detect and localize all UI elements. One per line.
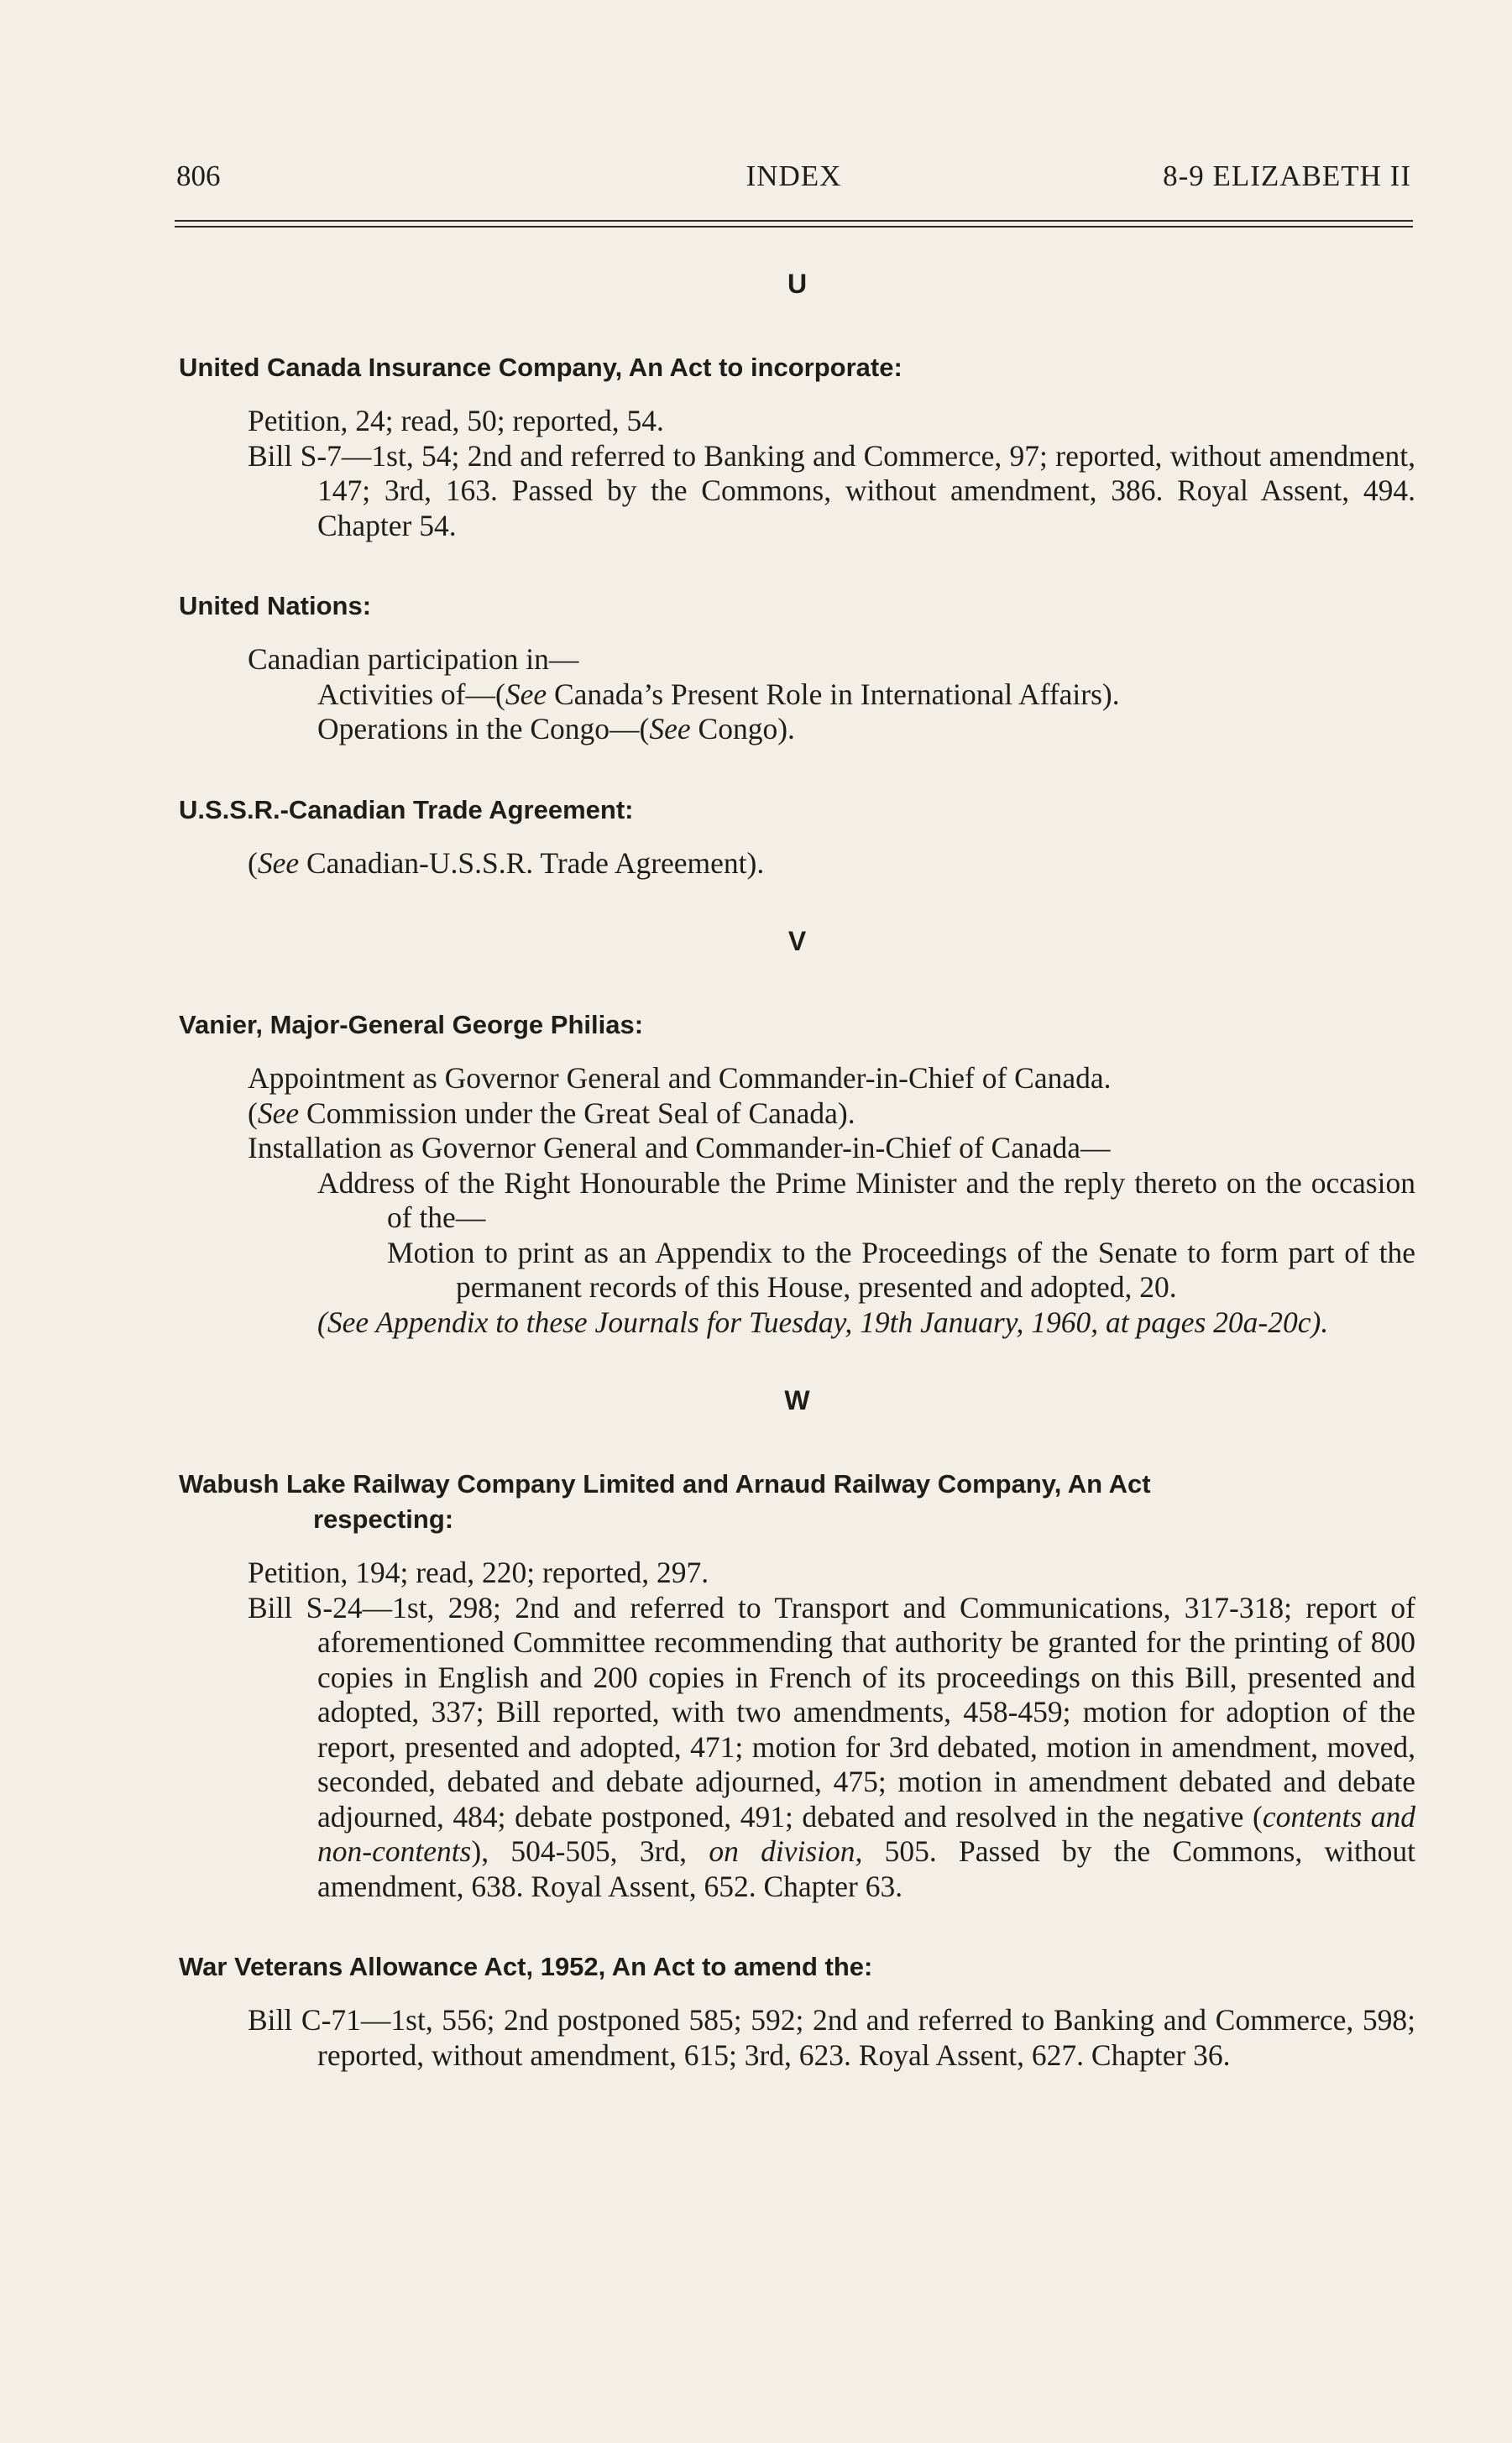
entry-line: Bill S-7—1st, 54; 2nd and referred to Banking and Commerce, 97; reported, without amendment, 147; 3rd, 163. Passed by the Commons, without amendment, 386. Royal Assent, 494. Chapter 54. (248, 438, 1415, 542)
entry-line: (See Appendix to these Journals for Tuesday, 19th January, 1960, at pages 20a-20c). (317, 1305, 1329, 1339)
text-run: Congo). (690, 712, 795, 745)
entry-line (179, 846, 1415, 881)
entry-line (179, 677, 1415, 713)
entry-line (179, 1591, 1415, 1905)
running-title: INDEX (746, 160, 842, 192)
header-rule-bottom (175, 226, 1413, 228)
entry-heading: U.S.S.R.-Canadian Trade Agreement: (179, 794, 634, 824)
italic-run: contents and non-contents (317, 1799, 1415, 1868)
entry-line: Motion to print as an Appendix to the Proceedings of the Senate to form part of the permanent records of this House, presented and adopted, 20. (387, 1235, 1415, 1304)
entry-line (179, 1096, 1415, 1132)
entry-line: Address of the Right Honourable the Prime Minister and the reply thereto on the occasion of the— (317, 1165, 1415, 1234)
entry-line: Canadian participation in— (248, 642, 579, 676)
see-reference: See (257, 845, 300, 880)
entry-wabush-lake-railway (179, 1467, 1415, 1904)
entry-line: Appointment as Governor General and Commander-in-Chief of Canada. (248, 1061, 1112, 1095)
session-label: 8-9 ELIZABETH II (1163, 160, 1411, 192)
entry-heading: War Veterans Allowance Act, 1952, An Act to amend the: (179, 1952, 873, 1981)
entry-line: Bill C-71—1st, 556; 2nd postponed 585; 592; 2nd and referred to Banking and Commerce, 598; reported, without amendment, 615; 3rd, 623. Royal Assent, 627. Chapter 36. (248, 2003, 1415, 2072)
section-letter-u: U (787, 269, 808, 299)
text-run: ( (248, 845, 258, 880)
entry-heading: United Canada Insurance Company, An Act to incorporate: (179, 353, 902, 382)
text-run: Commission under the Great Seal of Canada). (299, 1096, 855, 1130)
entry-line: Installation as Governor General and Commander-in-Chief of Canada— (248, 1131, 1111, 1164)
entry-war-veterans-allowance (179, 1949, 1415, 2073)
heading-continuation: respecting: (313, 1504, 454, 1534)
heading-text: Wabush Lake Railway Company Limited and Arnaud Railway Company, An Act (179, 1469, 1151, 1499)
text-run: Canadian-U.S.S.R. Trade Agreement). (299, 845, 765, 880)
text-run: Canada’s Present Role in International Affairs). (547, 677, 1120, 711)
entry-vanier (179, 1007, 1415, 1340)
entry-united-canada-insurance (179, 350, 1415, 543)
text-run: Operations in the Congo—( (317, 712, 650, 745)
page-number: 806 (176, 160, 221, 192)
entry-heading: United Nations: (179, 591, 372, 620)
text-run: ), 504-505, 3rd, (471, 1834, 709, 1868)
text-run: Bill S-24—1st, 298; 2nd and referred to Transport and Communications, 317-318; report of aforementioned Committee recommending that authority be granted for the printing of 800 copies in English and 200 copies in French of its proceedings on this Bill, presented and adopted, 337; Bill reported, with two amendments, 458-459; motion for adoption of the report, presented and adopted, 471; motion for 3rd debated, motion in amendment, moved, seconded, debated and debate adjourned, 475; motion in amendment debated and debate adjourned, 484; debate postponed, 491; debated and resolved in the negative ( (248, 1590, 1415, 1834)
index-content (179, 252, 1415, 2118)
header-rule-top (175, 220, 1413, 222)
text-run: 505. Passed by the Commons, without amendment, 638. Royal Assent, 652. Chapter 63. (317, 1834, 1415, 1903)
section-letter-w: W (784, 1385, 810, 1415)
running-header (176, 160, 1411, 201)
see-reference: See (649, 712, 691, 745)
entry-line: Petition, 194; read, 220; reported, 297. (248, 1556, 709, 1589)
entry-line: Petition, 24; read, 50; reported, 54. (248, 404, 664, 437)
italic-run: on division, (709, 1834, 863, 1868)
entry-heading: Vanier, Major-General George Philias: (179, 1010, 644, 1039)
entry-heading (179, 1467, 1415, 1537)
text-run: Activities of—( (317, 677, 505, 711)
text-run: ( (248, 1096, 258, 1130)
see-reference: See (505, 677, 547, 711)
see-reference: See (257, 1096, 300, 1130)
entry-line (179, 712, 1415, 747)
entry-ussr-trade-agreement (179, 793, 1415, 881)
section-letter-v: V (787, 926, 807, 956)
entry-united-nations (179, 589, 1415, 747)
